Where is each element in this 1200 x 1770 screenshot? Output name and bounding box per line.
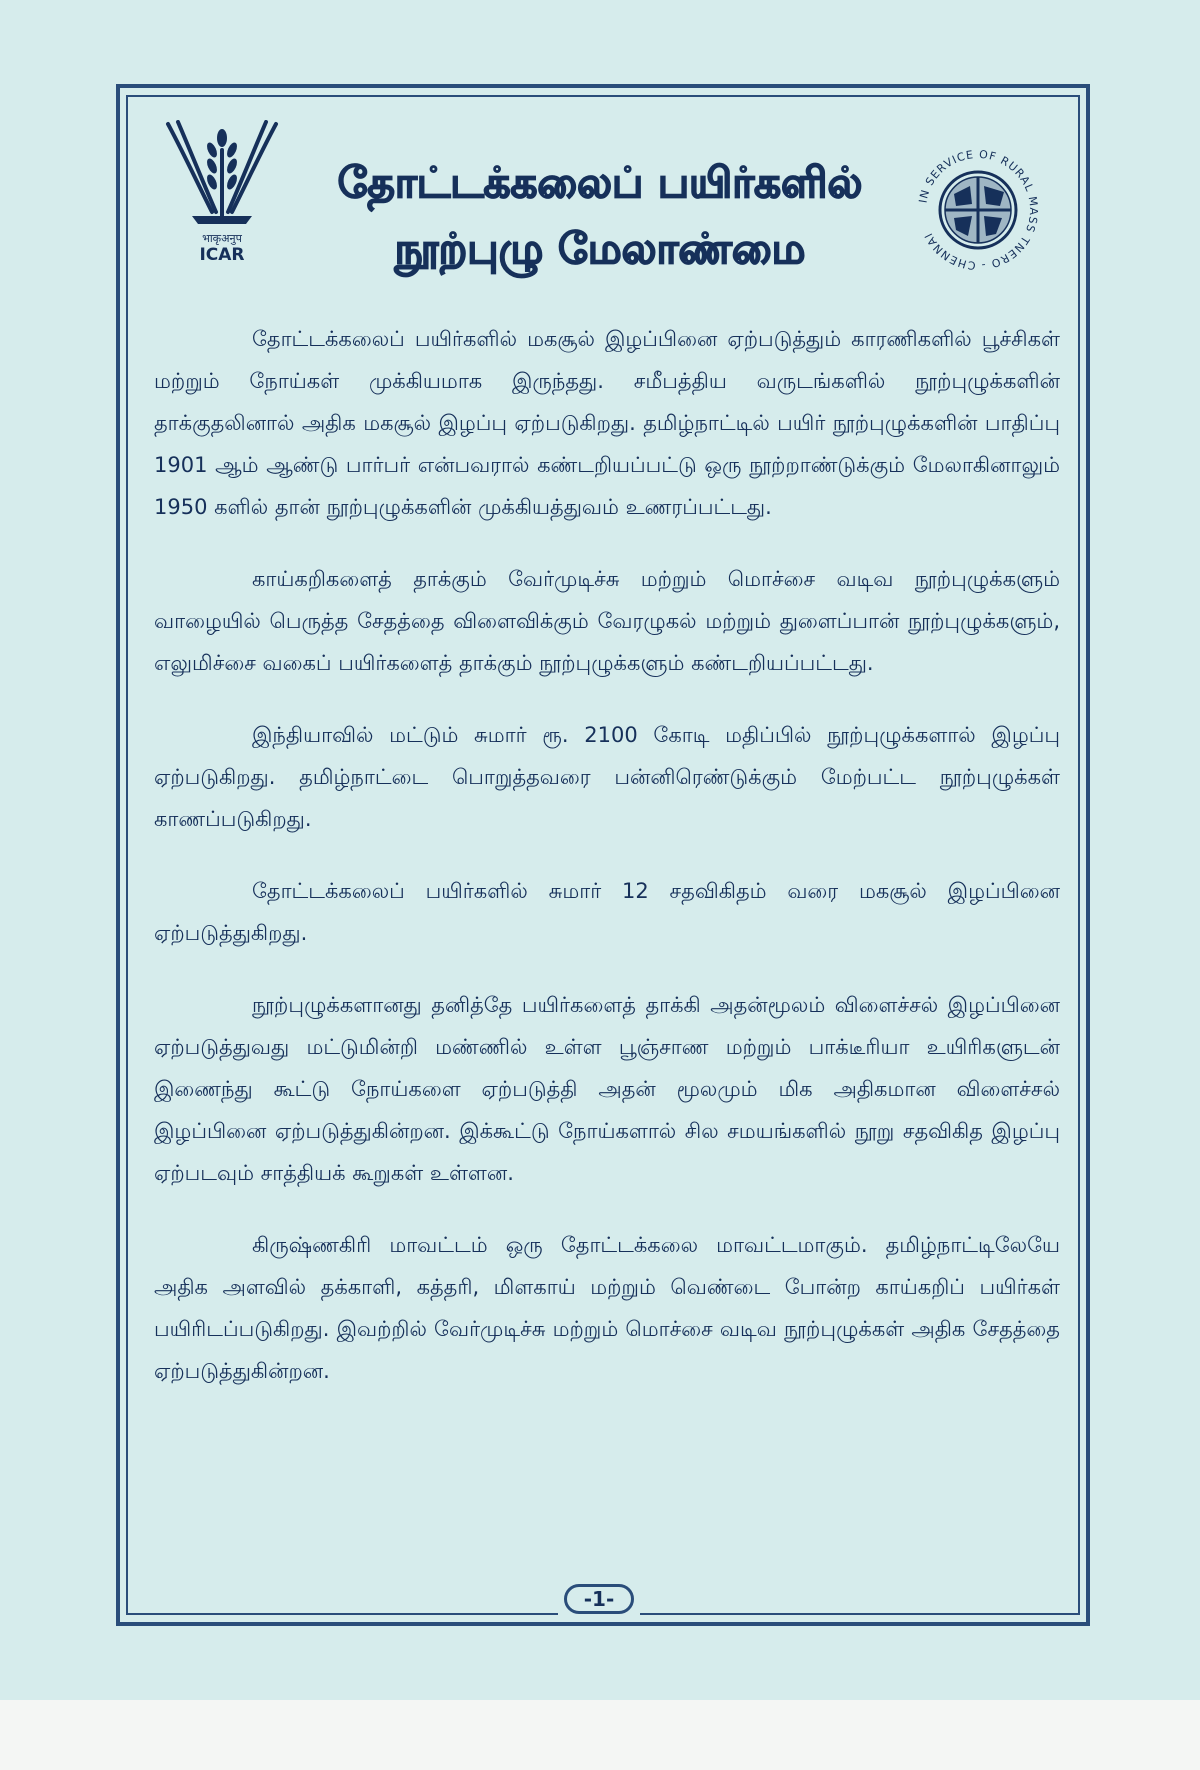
page-number-container <box>558 1582 640 1616</box>
paragraph-5: நூற்புழுக்களானது தனித்தே பயிர்களைத் தாக்கி அதன்மூலம் விளைச்சல் இழப்பினை ஏற்படுத்துவது மட்டுமின்றி மண்ணில் உள்ள பூஞ்சாண மற்றும் பாக்டீரியா உயிரிகளுடன் இணைந்து கூட்டு நோய்களை ஏற்படுத்தி அதன் மூலமும் மிக அதிகமான விளைச்சல் இழப்பினை ஏற்படுத்துகின்றன. இக்கூட்டு நோய்களால் சில சமயங்களில் நூறு சதவிகித இழப்பு ஏற்படவும் சாத்தியக் கூறுகள் உள்ளன. <box>154 993 1060 1185</box>
icar-wheat-logo-icon <box>162 120 282 265</box>
seal-text: IN SERVICE OF RURAL MASS TNERO - CHENNAI <box>916 147 1041 273</box>
icar-logo <box>162 120 282 265</box>
icar-hindi-text: भाकृअनुप <box>202 232 242 245</box>
paragraph-1: தோட்டக்கலைப் பயிர்களில் மகசூல் இழப்பினை ஏற்படுத்தும் காரணிகளில் பூச்சிகள் மற்றும் நோய்கள் முக்கியமாக இருந்தது. சமீபத்திய வருடங்களில் நூற்புழுக்களின் தாக்குதலினால் அதிக மகசூல் இழப்பு ஏற்படுகிறது. தமிழ்நாட்டில் பயிர் நூற்புழுக்களின் பாதிப்பு 1901 ஆம் ஆண்டு பார்பர் என்பவரால் கண்டறியப்பட்டு ஒரு நூற்றாண்டுக்கும் மேலாகினாலும் 1950 களில் தான் நூற்புழுக்களின் முக்கியத்துவம் உணரப்பட்டது. <box>154 327 1060 519</box>
paragraph-2: காய்கறிகளைத் தாக்கும் வேர்முடிச்சு மற்றும் மொச்சை வடிவ நூற்புழுக்களும் வாழையில் பெருத்த சேதத்தை விளைவிக்கும் வேரழுகல் மற்றும் துளைப்பான் நூற்புழுக்களும், எலுமிச்சை வகைப் பயிர்களைத் தாக்கும் நூற்புழுக்களும் கண்டறியப்பட்டது. <box>154 567 1060 675</box>
article-body <box>154 318 1060 1422</box>
title-line-2: நூற்புழு மேலாண்மை <box>394 224 806 273</box>
paragraph-4: தோட்டக்கலைப் பயிர்களில் சுமார் 12 சதவிகிதம் வரை மகசூல் இழப்பினை ஏற்படுத்துகிறது. <box>154 879 1060 945</box>
tnero-seal-icon <box>908 140 1048 280</box>
page-bottom-margin <box>0 1700 1200 1770</box>
title-line-1: தோட்டக்கலைப் பயிர்களில் <box>337 158 863 207</box>
icar-text: ICAR <box>199 245 245 265</box>
page-title <box>300 150 900 282</box>
tnero-seal <box>908 140 1048 280</box>
paragraph-3: இந்தியாவில் மட்டும் சுமார் ரூ. 2100 கோடி மதிப்பில் நூற்புழுக்களால் இழப்பு ஏற்படுகிறது. தமிழ்நாட்டை பொறுத்தவரை பன்னிரெண்டுக்கும் மேற்பட்ட நூற்புழுக்கள் காணப்படுகிறது. <box>154 723 1060 831</box>
paragraph-6: கிருஷ்ணகிரி மாவட்டம் ஒரு தோட்டக்கலை மாவட்டமாகும். தமிழ்நாட்டிலேயே அதிக அளவில் தக்காளி, கத்தரி, மிளகாய் மற்றும் வெண்டை போன்ற காய்கறிப் பயிர்கள் பயிரிடப்படுகிறது. இவற்றில் வேர்முடிச்சு மற்றும் மொச்சை வடிவ நூற்புழுக்கள் அதிக சேதத்தை ஏற்படுத்துகின்றன. <box>154 1233 1060 1383</box>
page-number: -1- <box>564 1584 634 1614</box>
